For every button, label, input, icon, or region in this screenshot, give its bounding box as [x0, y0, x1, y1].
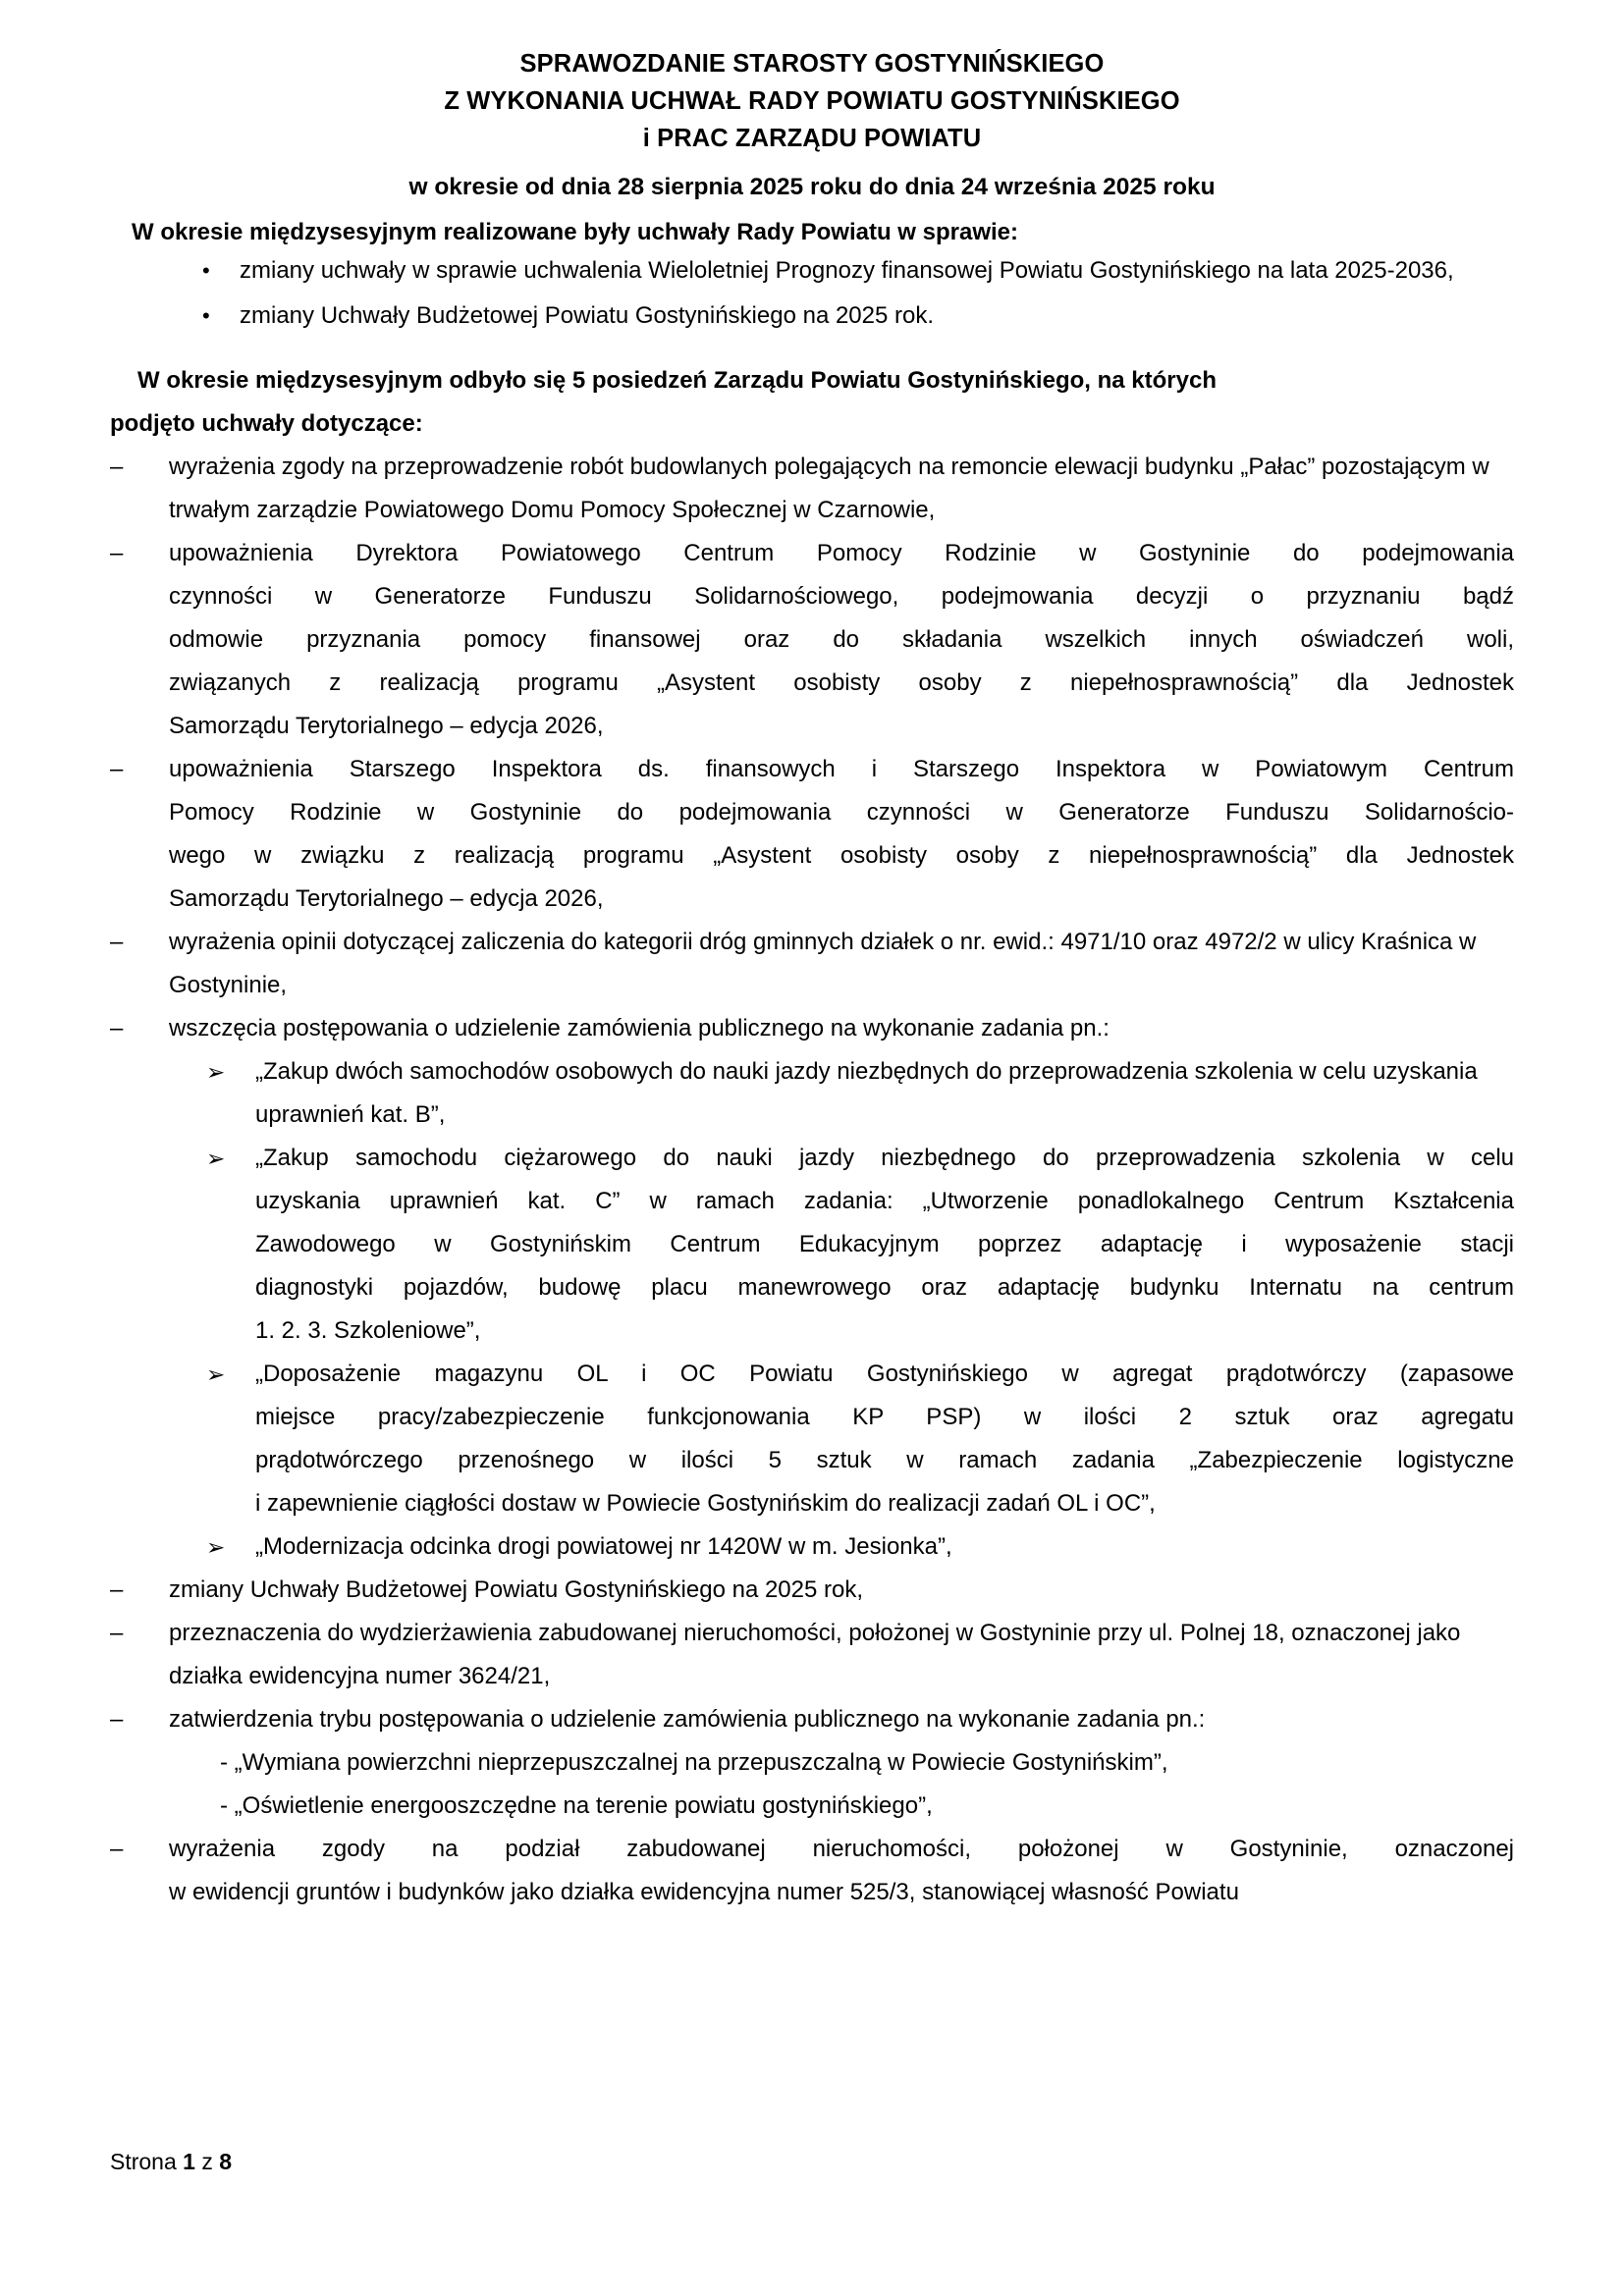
- list-item: [110, 1612, 1514, 1698]
- text-line: odmowie przyznania pomocy finansowej oraz do składania wszelkich innych oświadczeń woli,: [169, 626, 1514, 653]
- reporting-period: w okresie od dnia 28 sierpnia 2025 roku do dnia 24 września 2025 roku: [408, 174, 1216, 200]
- board-sessions-lead: [110, 359, 1514, 446]
- bullet-icon: •: [202, 303, 210, 328]
- text-line: diagnostyki pojazdów, budowę placu manewrowego oraz adaptację budynku Internatu na centrum: [255, 1274, 1514, 1301]
- text-line: miejsce pracy/zabezpieczenie funkcjonowania KP PSP) w ilości 2 sztuk oraz agregatu: [255, 1404, 1514, 1430]
- footer-total-pages: 8: [219, 2149, 233, 2174]
- list-item: [110, 532, 1514, 748]
- dash-icon: –: [110, 454, 124, 480]
- list-item-text: wyrażenia zgody na przeprowadzenie robót budowlanych polegających na remoncie elewacji budynku „Pałac” pozostającym w trwałym zarządzie Powiatowego Domu Pomocy Społecznej w Czarnowie,: [169, 454, 1489, 523]
- list-item-text: zatwierdzenia trybu postępowania o udzielenie zamówienia publicznego na wykonanie zadania pn.:: [169, 1706, 1206, 1733]
- document-title-line-2: Z WYKONANIA UCHWAŁ RADY POWIATU GOSTYNIŃSKIEGO: [444, 87, 1180, 115]
- text-line: i zapewnienie ciągłości dostaw w Powiecie Gostynińskim do realizacji zadań OL i OC”,: [255, 1490, 1156, 1517]
- dash-icon: –: [110, 540, 124, 566]
- list-item: [110, 748, 1514, 921]
- text-line: upoważnienia Starszego Inspektora ds. finansowych i Starszego Inspektora w Powiatowym Centrum: [169, 756, 1514, 782]
- footer-prefix: Strona: [110, 2149, 184, 2174]
- list-item: [110, 1525, 1514, 1569]
- page-footer: [110, 2147, 232, 2176]
- board-sessions-lead-line-2: podjęto uchwały dotyczące:: [110, 410, 423, 437]
- text-line: w ewidencji gruntów i budynków jako działka ewidencyjna numer 525/3, stanowiącej własność Powiatu: [169, 1879, 1239, 1905]
- list-item-text: zmiany Uchwały Budżetowej Powiatu Gostynińskiego na 2025 rok,: [169, 1576, 864, 1603]
- list-item-text: wszczęcia postępowania o udzielenie zamówienia publicznego na wykonanie zadania pn.:: [169, 1015, 1110, 1041]
- list-item-text: [169, 748, 1514, 921]
- list-item: [110, 1569, 1514, 1612]
- board-sessions-lead-line-1: W okresie międzysesyjnym odbyło się 5 posiedzeń Zarządu Powiatu Gostynińskiego, na których: [137, 367, 1217, 394]
- arrow-icon: ➢: [206, 1146, 226, 1171]
- text-line: Zawodowego w Gostynińskim Centrum Edukacyjnym poprzez adaptację i wyposażenie stacji: [255, 1231, 1514, 1257]
- dash-icon: –: [110, 1015, 124, 1041]
- list-item-text: [169, 1828, 1514, 1914]
- text-line: czynności w Generatorze Funduszu Solidarnościowego, podejmowania decyzji o przyznaniu bądź: [169, 583, 1514, 610]
- list-item-text: zmiany uchwały w sprawie uchwalenia Wieloletniej Prognozy finansowej Powiatu Gostynińskiego na lata 2025-2036,: [240, 257, 1454, 284]
- text-line: wyrażenia zgody na podział zabudowanej nieruchomości, położonej w Gostyninie, oznaczonej: [169, 1836, 1514, 1862]
- text-line: Samorządu Terytorialnego – edycja 2026,: [169, 713, 604, 739]
- arrow-icon: ➢: [206, 1059, 226, 1085]
- list-item-text: wyrażenia opinii dotyczącej zaliczenia do kategorii dróg gminnych działek o nr. ewid.: 4971/10 oraz 4972/2 w ulicy Kraśnica w Gostyninie,: [169, 929, 1477, 998]
- list-item: [110, 446, 1514, 532]
- list-item: [110, 921, 1514, 1007]
- text-line: upoważnienia Dyrektora Powiatowego Centrum Pomocy Rodzinie w Gostyninie do podejmowania: [169, 540, 1514, 566]
- sub-item-text: - „Oświetlenie energooszczędne na terenie powiatu gostynińskiego”,: [220, 1792, 933, 1819]
- sub-item-text: - „Wymiana powierzchni nieprzepuszczalnej na przepuszczalną w Powiecie Gostynińskim”,: [220, 1749, 1168, 1776]
- arrow-icon: ➢: [206, 1362, 226, 1387]
- footer-page-number: 1: [183, 2149, 195, 2174]
- list-item-text: „Zakup dwóch samochodów osobowych do nauki jazdy niezbędnych do przeprowadzenia szkolenia w celu uzyskania uprawnień kat. B”,: [255, 1058, 1478, 1128]
- list-item-text: przeznaczenia do wydzierżawienia zabudowanej nieruchomości, położonej w Gostyninie przy ul. Polnej 18, oznaczonej jako działka ewidencyjna numer 3624/21,: [169, 1620, 1461, 1689]
- list-item: [110, 1137, 1514, 1353]
- list-item: [110, 1828, 1514, 1914]
- arrow-icon: ➢: [206, 1534, 226, 1560]
- list-item: [110, 1050, 1514, 1137]
- footer-middle: z: [194, 2149, 220, 2174]
- list-item: [110, 294, 1514, 338]
- dash-list: [110, 1828, 1514, 1914]
- text-line: związanych z realizacją programu „Asystent osobisty osoby z niepełnosprawnością” dla Jednostek: [169, 669, 1514, 696]
- text-line: Pomocy Rodzinie w Gostyninie do podejmowania czynności w Generatorze Funduszu Solidarnościo-: [169, 799, 1514, 826]
- list-item: [110, 1698, 1514, 1741]
- dash-list: [110, 1569, 1514, 1741]
- text-line: uzyskania uprawnień kat. C” w ramach zadania: „Utworzenie ponadlokalnego Centrum Kształcenia: [255, 1188, 1514, 1214]
- text-line: „Zakup samochodu ciężarowego do nauki jazdy niezbędnego do przeprowadzenia szkolenia w celu: [255, 1145, 1514, 1171]
- list-item: [110, 249, 1514, 293]
- document-title: [110, 45, 1514, 157]
- list-item: [110, 1353, 1514, 1525]
- list-item-text: zmiany Uchwały Budżetowej Powiatu Gostynińskiego na 2025 rok.: [240, 302, 935, 329]
- board-resolutions-list: [110, 446, 1514, 1914]
- text-line: wego w związku z realizacją programu „Asystent osobisty osoby z niepełnosprawnością” dla Jednostek: [169, 842, 1514, 869]
- list-item-text: [169, 532, 1514, 748]
- text-line: prądotwórczego przenośnego w ilości 5 sztuk w ramach zadania „Zabezpieczenie logistyczne: [255, 1447, 1514, 1473]
- document-title-line-1: SPRAWOZDANIE STAROSTY GOSTYNIŃSKIEGO: [519, 50, 1105, 78]
- resolutions-list: [110, 249, 1514, 338]
- dash-icon: –: [110, 1576, 124, 1603]
- dash-icon: –: [110, 1706, 124, 1733]
- dash-list: [110, 446, 1514, 1050]
- dash-icon: –: [110, 756, 124, 782]
- document-title-line-3: i PRAC ZARZĄDU POWIATU: [642, 125, 982, 152]
- dash-icon: –: [110, 1836, 124, 1862]
- dash-icon: –: [110, 929, 124, 955]
- list-item-text: [255, 1137, 1514, 1353]
- text-line: Samorządu Terytorialnego – edycja 2026,: [169, 885, 604, 912]
- resolutions-lead: W okresie międzysesyjnym realizowane były uchwały Rady Powiatu w sprawie:: [132, 219, 1018, 245]
- list-item-text: „Modernizacja odcinka drogi powiatowej nr 1420W w m. Jesionka”,: [255, 1533, 952, 1560]
- bullet-icon: •: [202, 258, 210, 283]
- dash-icon: –: [110, 1620, 124, 1646]
- arrow-list: [110, 1050, 1514, 1569]
- text-line: „Doposażenie magazynu OL i OC Powiatu Gostynińskiego w agregat prądotwórczy (zapasowe: [255, 1361, 1514, 1387]
- text-line: 1. 2. 3. Szkoleniowe”,: [255, 1317, 481, 1344]
- list-item: [110, 1007, 1514, 1050]
- list-item-text: [255, 1353, 1514, 1525]
